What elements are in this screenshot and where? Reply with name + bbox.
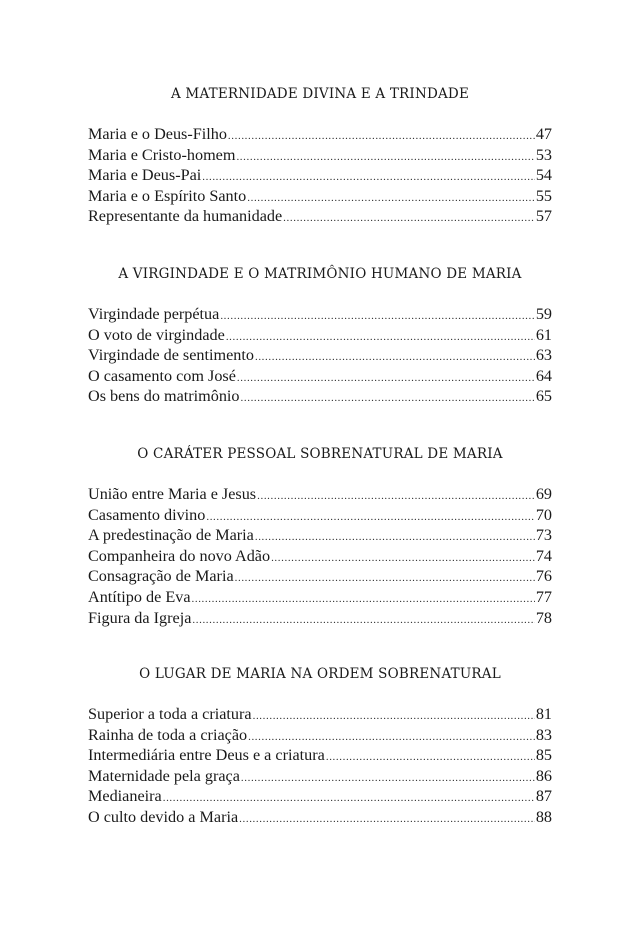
- toc-entry[interactable]: [88, 386, 552, 407]
- toc-entry[interactable]: [88, 186, 552, 207]
- dot-leader: [202, 167, 535, 186]
- toc-entry-list: [88, 124, 552, 227]
- entry-page-number: 86: [535, 766, 552, 785]
- entry-page-number: 65: [535, 387, 552, 406]
- toc-entry[interactable]: [88, 725, 552, 746]
- entry-title: Intermediária entre Deus e a criatura: [88, 746, 325, 765]
- toc-entry[interactable]: [88, 505, 552, 526]
- entry-title: Os bens do matrimônio: [88, 387, 240, 406]
- dot-leader: [241, 768, 535, 787]
- entry-title: Medianeira: [88, 787, 162, 806]
- entry-page-number: 53: [535, 145, 552, 164]
- entry-page-number: 78: [535, 608, 552, 627]
- entry-page-number: 69: [535, 485, 552, 503]
- entry-title: Maternidade pela graça: [88, 766, 240, 785]
- toc-entry[interactable]: [88, 366, 552, 387]
- dot-leader: [235, 568, 535, 587]
- toc-section-carater-pessoal: [88, 446, 552, 628]
- dot-leader: [220, 306, 534, 325]
- entry-page-number: 76: [535, 567, 552, 586]
- toc-entry-list: [88, 304, 552, 407]
- toc-entry[interactable]: [88, 206, 552, 227]
- section-heading: A MATERNIDADE DIVINA E A TRINDADE: [170, 86, 470, 102]
- entry-page-number: 47: [535, 125, 552, 143]
- entry-title: A predestinação de Maria: [88, 526, 254, 545]
- dot-leader: [283, 208, 535, 227]
- dot-leader: [271, 548, 535, 567]
- toc-entry[interactable]: [88, 145, 552, 166]
- entry-page-number: 85: [535, 746, 552, 765]
- entry-title: Figura da Igreja: [88, 608, 192, 627]
- entry-title: Representante da humanidade: [88, 207, 283, 226]
- dot-leader: [206, 507, 534, 526]
- entry-title: Rainha de toda a criação: [88, 725, 248, 744]
- dot-leader: [257, 486, 535, 505]
- entry-title: Maria e o Deus-Filho: [88, 125, 227, 143]
- dot-leader: [237, 368, 535, 387]
- toc-entry[interactable]: [88, 124, 552, 145]
- toc-section-lugar-ordem-sobrenatural: [88, 666, 552, 828]
- dot-leader: [241, 388, 535, 407]
- section-heading: O CARÁTER PESSOAL SOBRENATURAL DE MARIA: [137, 446, 503, 462]
- entry-title: O culto devido a Maria: [88, 807, 239, 826]
- toc-entry[interactable]: [88, 165, 552, 186]
- dot-leader: [236, 147, 534, 166]
- toc-entry[interactable]: [88, 566, 552, 587]
- dot-leader: [163, 788, 535, 807]
- entry-title: Consagração de Maria: [88, 567, 234, 586]
- dot-leader: [226, 327, 535, 346]
- dot-leader: [247, 188, 535, 207]
- entry-page-number: 81: [535, 705, 552, 723]
- entry-page-number: 83: [535, 725, 552, 744]
- entry-title: Superior a toda a criatura: [88, 705, 252, 723]
- entry-page-number: 59: [535, 305, 552, 323]
- toc-entry-list: [88, 484, 552, 628]
- toc-entry[interactable]: [88, 786, 552, 807]
- section-heading: O LUGAR DE MARIA NA ORDEM SOBRENATURAL: [139, 666, 501, 682]
- entry-page-number: 73: [535, 526, 552, 545]
- entry-title: Virgindade de sentimento: [88, 346, 254, 365]
- section-heading: A VIRGINDADE E O MATRIMÔNIO HUMANO DE MARIA: [118, 266, 522, 282]
- dot-leader: [326, 747, 535, 766]
- dot-leader: [228, 126, 535, 145]
- entry-page-number: 88: [535, 807, 552, 826]
- toc-entry[interactable]: [88, 807, 552, 828]
- dot-leader: [192, 589, 535, 608]
- entry-title: Antítipo de Eva: [88, 587, 191, 606]
- toc-entry[interactable]: [88, 608, 552, 629]
- dot-leader: [192, 610, 534, 629]
- toc-section-virgindade-matrimonio: [88, 266, 552, 407]
- toc-entry[interactable]: [88, 704, 552, 725]
- toc-entry[interactable]: [88, 745, 552, 766]
- toc-entry[interactable]: [88, 325, 552, 346]
- entry-title: Maria e o Espírito Santo: [88, 186, 247, 205]
- dot-leader: [248, 727, 535, 746]
- entry-page-number: 54: [535, 166, 552, 185]
- toc-entry[interactable]: [88, 345, 552, 366]
- toc-entry[interactable]: [88, 546, 552, 567]
- entry-page-number: 70: [535, 505, 552, 524]
- toc-entry[interactable]: [88, 766, 552, 787]
- entry-title: O voto de virgindade: [88, 325, 225, 344]
- entry-page-number: 55: [535, 186, 552, 205]
- entry-page-number: 74: [535, 546, 552, 565]
- dot-leader: [253, 706, 535, 725]
- toc-entry[interactable]: [88, 304, 552, 325]
- toc-entry[interactable]: [88, 484, 552, 505]
- entry-title: Virgindade perpétua: [88, 305, 220, 323]
- entry-page-number: 64: [535, 366, 552, 385]
- entry-page-number: 61: [535, 325, 552, 344]
- entry-title: Casamento divino: [88, 505, 206, 524]
- entry-title: O casamento com José: [88, 366, 236, 385]
- toc-entry[interactable]: [88, 587, 552, 608]
- entry-page-number: 57: [535, 207, 552, 226]
- entry-title: Maria e Deus-Pai: [88, 166, 202, 185]
- dot-leader: [255, 347, 535, 366]
- toc-entry-list: [88, 704, 552, 828]
- entry-title: Companheira do novo Adão: [88, 546, 271, 565]
- entry-page-number: 63: [535, 346, 552, 365]
- toc-entry[interactable]: [88, 525, 552, 546]
- dot-leader: [255, 527, 535, 546]
- entry-title: Maria e Cristo-homem: [88, 145, 236, 164]
- entry-title: União entre Maria e Jesus: [88, 485, 257, 503]
- toc-section-maternidade-divina: [88, 86, 552, 227]
- entry-page-number: 87: [535, 787, 552, 806]
- entry-page-number: 77: [535, 587, 552, 606]
- dot-leader: [239, 809, 535, 828]
